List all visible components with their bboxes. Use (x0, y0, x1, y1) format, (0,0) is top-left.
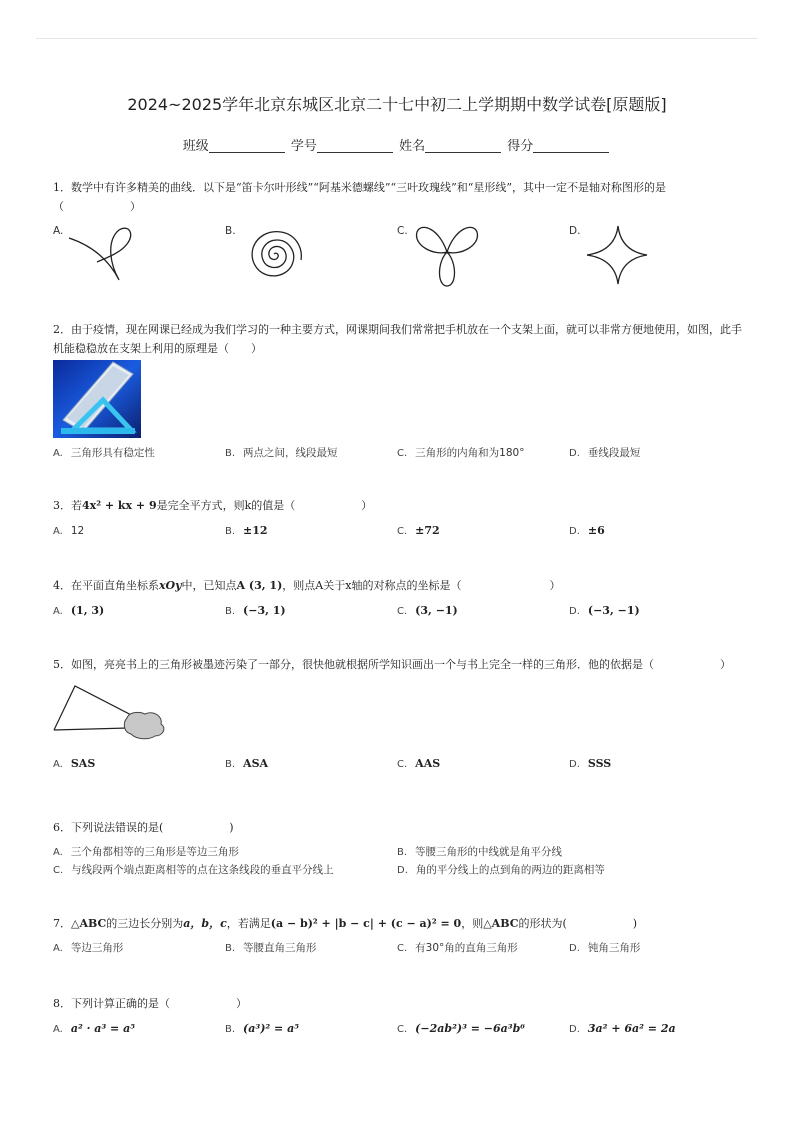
score-blank[interactable] (533, 138, 609, 153)
option-a[interactable]: A. 三个角都相等的三角形是等边三角形 (53, 846, 239, 858)
name-label: 姓名 (399, 139, 426, 154)
option-d[interactable]: D. (−3, −1) (569, 604, 640, 617)
question-3-stem: 3．若4x² + kx + 9是完全平方式，则k的值是（ ） (53, 499, 373, 512)
option-b[interactable]: B. 等腰三角形的中线就是角平分线 (397, 846, 563, 858)
question-7 (53, 914, 743, 959)
question-6-options-row2 (53, 861, 743, 879)
option-d-letter[interactable]: D. (569, 225, 581, 237)
question-7-options (53, 939, 743, 959)
option-a[interactable]: A. SAS (53, 757, 96, 770)
option-a[interactable]: A. 等边三角形 (53, 942, 124, 954)
question-3 (53, 496, 743, 541)
option-d[interactable]: D. 钝角三角形 (569, 942, 641, 954)
top-divider (36, 38, 758, 39)
option-b[interactable]: B. ±12 (225, 524, 268, 537)
question-5-options (53, 754, 743, 774)
question-1 (53, 178, 743, 292)
option-b[interactable]: B. (−3, 1) (225, 604, 286, 617)
three-leaf-rose-figure (409, 222, 485, 288)
question-4 (53, 576, 743, 621)
option-a[interactable]: A. (1, 3) (53, 604, 105, 617)
option-c[interactable]: C. 三角形的内角和为180° (397, 447, 525, 459)
question-5-stem: 5．如图，亮亮书上的三角形被墨迹污染了一部分，很快他就根据所学知识画出一个与书上完全一样的三角形．他的依据是（ ） (53, 658, 731, 671)
option-a[interactable]: A. 12 (53, 525, 85, 537)
folium-curve-figure (67, 222, 137, 288)
score-label: 得分 (507, 139, 534, 154)
question-7-stem: 7．△ABC的三边长分别为a，b，c，若满足(a − b)² + |b − c| + (c − a)² = 0，则△ABC的形状为( ) (53, 917, 638, 930)
question-8-options (53, 1019, 743, 1039)
question-8-stem: 8．下列计算正确的是（ ） (53, 997, 247, 1010)
option-d[interactable]: D. 3a² + 6a² = 2a (569, 1022, 676, 1035)
option-b[interactable]: B. 等腰直角三角形 (225, 942, 317, 954)
expression: 4x² + kx + 9 (82, 499, 157, 512)
option-c[interactable]: C. (3, −1) (397, 604, 458, 617)
option-d[interactable]: D. ±6 (569, 524, 605, 537)
question-6 (53, 818, 743, 879)
question-8 (53, 994, 743, 1039)
option-d[interactable]: D. 垂线段最短 (569, 447, 641, 459)
class-label: 班级 (182, 139, 209, 154)
option-b[interactable]: B. (a³)² = a⁵ (225, 1022, 300, 1035)
page-title: 2024~2025学年北京东城区北京二十七中初二上学期期中数学试卷[原题版] (127, 95, 667, 114)
option-c[interactable]: C. 与线段两个端点距离相等的点在这条线段的垂直平分线上 (53, 864, 334, 876)
option-a[interactable]: A. 三角形具有稳定性 (53, 447, 155, 459)
option-c[interactable]: C. (−2ab²)³ = −6a³b⁶ (397, 1022, 526, 1035)
name-blank[interactable] (425, 138, 501, 153)
stained-triangle-figure (53, 678, 169, 740)
question-6-stem: 6．下列说法错误的是( ) (53, 821, 234, 834)
question-3-options (53, 521, 743, 541)
question-1-stem: 1．数学中有许多精美的曲线．以下是“笛卡尔叶形线”“阿基米德螺线”“三叶玫瑰线”和“星形线”，其中一定不是轴对称图形的是（ ） (53, 181, 666, 213)
option-c[interactable]: C. AAS (397, 757, 441, 770)
option-a[interactable]: A. a² · a³ = a⁵ (53, 1022, 136, 1035)
option-c[interactable]: C. ±72 (397, 524, 440, 537)
phone-stand-image (53, 360, 141, 438)
option-d[interactable]: D. SSS (569, 757, 612, 770)
question-4-stem: 4．在平面直角坐标系xOy中，已知点A (3, 1)，则点A关于x轴的对称点的坐标是（ ） (53, 579, 561, 592)
astroid-figure (583, 222, 653, 288)
option-c[interactable]: C. 有30°角的直角三角形 (397, 942, 518, 954)
question-4-options (53, 601, 743, 621)
option-d[interactable]: D. 角的平分线上的点到角的两边的距离相等 (397, 864, 605, 876)
option-b-letter[interactable]: B. (225, 225, 236, 237)
option-b[interactable]: B. ASA (225, 757, 269, 770)
id-label: 学号 (290, 139, 317, 154)
question-2-options (53, 444, 743, 464)
question-5 (53, 655, 743, 774)
question-6-options-row1 (53, 843, 743, 861)
id-blank[interactable] (317, 138, 393, 153)
option-a-letter[interactable]: A. (53, 225, 64, 237)
class-blank[interactable] (209, 138, 285, 153)
question-1-options (53, 222, 743, 292)
question-2-stem: 2．由于疫情，现在网课已经成为我们学习的一种主要方式，网课期间我们常常把手机放在一个支架上面，就可以非常方便地使用，如图，此手机能稳稳放在支架上利用的原理是（ ） (53, 323, 742, 355)
spiral-figure (239, 222, 309, 288)
option-c-letter[interactable]: C. (397, 225, 408, 237)
question-2 (53, 320, 743, 464)
student-info-line (0, 135, 794, 154)
option-b[interactable]: B. 两点之间，线段最短 (225, 447, 338, 459)
